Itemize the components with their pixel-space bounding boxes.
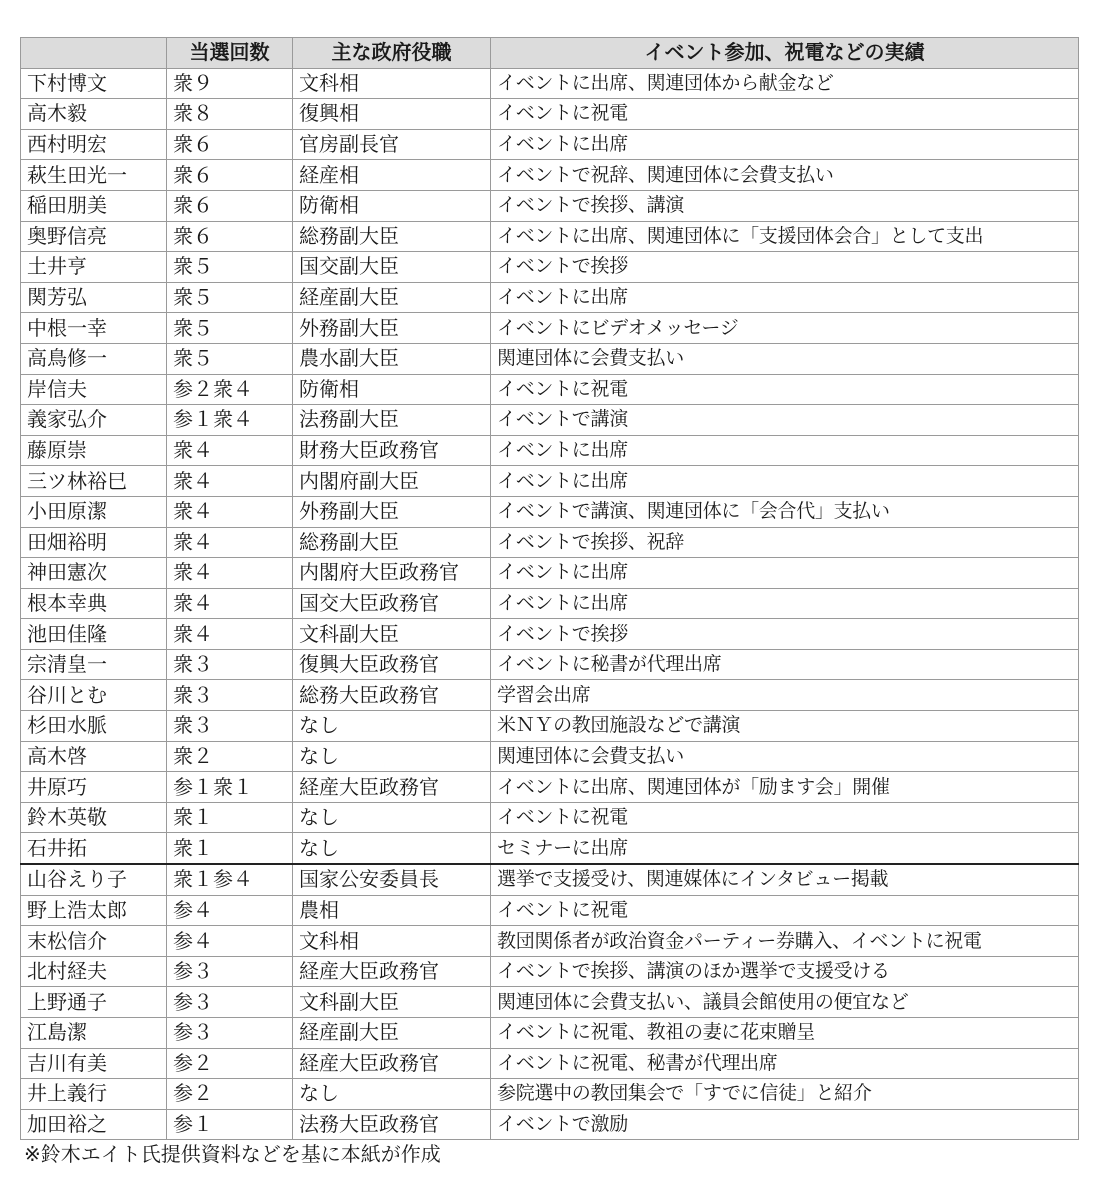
table-row [21,987,1079,1018]
table-row [21,619,1079,650]
cell-record: イベントで講演 [491,405,1079,436]
header-record: イベント参加、祝電などの実績 [491,38,1079,69]
cell-government-post: 防衛相 [293,190,491,221]
cell-name: 根本幸典 [21,588,167,619]
cell-name: 池田佳隆 [21,619,167,650]
cell-government-post: なし [293,711,491,742]
cell-record: 参院選中の教団集会で「すでに信徒」と紹介 [491,1079,1079,1110]
officials-table-container [20,37,1078,1140]
cell-name: 神田憲次 [21,558,167,589]
cell-times-elected: 衆４ [167,496,293,527]
cell-government-post: 復興相 [293,99,491,130]
cell-times-elected: 参１衆１ [167,772,293,803]
cell-times-elected: 衆６ [167,221,293,252]
table-row [21,282,1079,313]
cell-government-post: 内閣府副大臣 [293,466,491,497]
table-row [21,1048,1079,1079]
table-row [21,313,1079,344]
cell-record: イベントに出席 [491,558,1079,589]
cell-name: 高木啓 [21,741,167,772]
table-row [21,435,1079,466]
cell-record: イベントに秘書が代理出席 [491,649,1079,680]
cell-record: イベントに出席 [491,466,1079,497]
cell-times-elected: 衆２ [167,741,293,772]
cell-name: 三ツ林裕巳 [21,466,167,497]
table-row [21,343,1079,374]
cell-name: 山谷えり子 [21,864,167,895]
table-row [21,833,1079,864]
table-row [21,895,1079,926]
table-row [21,1109,1079,1140]
cell-record: イベントで挨拶 [491,252,1079,283]
table-row [21,374,1079,405]
cell-times-elected: 参１衆４ [167,405,293,436]
cell-government-post: 経産大臣政務官 [293,1048,491,1079]
cell-name: 下村博文 [21,68,167,99]
cell-times-elected: 参３ [167,956,293,987]
table-row [21,680,1079,711]
cell-record: イベントで挨拶、講演のほか選挙で支援受ける [491,956,1079,987]
cell-times-elected: 衆１参４ [167,864,293,895]
cell-times-elected: 衆４ [167,558,293,589]
cell-times-elected: 衆４ [167,435,293,466]
table-body [21,68,1079,1140]
cell-record: 米ＮＹの教団施設などで講演 [491,711,1079,742]
cell-times-elected: 参４ [167,895,293,926]
cell-government-post: 官房副長官 [293,129,491,160]
cell-government-post: 外務副大臣 [293,496,491,527]
cell-record: イベントで講演、関連団体に「会合代」支払い [491,496,1079,527]
cell-government-post: 文科副大臣 [293,619,491,650]
cell-name: 野上浩太郎 [21,895,167,926]
cell-name: 宗清皇一 [21,649,167,680]
cell-government-post: 経産副大臣 [293,1018,491,1049]
cell-government-post: 防衛相 [293,374,491,405]
cell-government-post: なし [293,833,491,864]
cell-times-elected: 衆４ [167,466,293,497]
cell-record: イベントに出席 [491,588,1079,619]
cell-times-elected: 衆６ [167,129,293,160]
cell-name: 小田原潔 [21,496,167,527]
cell-name: 北村経夫 [21,956,167,987]
cell-name: 上野通子 [21,987,167,1018]
table-row [21,558,1079,589]
table-row [21,802,1079,833]
table-row [21,405,1079,436]
cell-record: イベントに祝電 [491,895,1079,926]
cell-name: 江島潔 [21,1018,167,1049]
cell-name: 萩生田光一 [21,160,167,191]
cell-government-post: 総務副大臣 [293,527,491,558]
cell-record: セミナーに出席 [491,833,1079,864]
cell-name: 杉田水脈 [21,711,167,742]
cell-record: イベントに祝電 [491,374,1079,405]
cell-times-elected: 衆５ [167,343,293,374]
table-row [21,772,1079,803]
table-row [21,252,1079,283]
cell-times-elected: 参２衆４ [167,374,293,405]
cell-government-post: 国交副大臣 [293,252,491,283]
cell-times-elected: 衆５ [167,282,293,313]
cell-name: 高木毅 [21,99,167,130]
cell-record: イベントで挨拶、祝辞 [491,527,1079,558]
table-row [21,864,1079,895]
cell-times-elected: 参４ [167,926,293,957]
cell-record: イベントに出席、関連団体に「支援団体会合」として支出 [491,221,1079,252]
cell-government-post: 文科相 [293,68,491,99]
cell-record: イベントに出席 [491,435,1079,466]
cell-name: 西村明宏 [21,129,167,160]
table-header-row [21,38,1079,69]
cell-government-post: 経産副大臣 [293,282,491,313]
cell-times-elected: 衆３ [167,649,293,680]
table-row [21,68,1079,99]
table-row [21,711,1079,742]
cell-times-elected: 衆５ [167,313,293,344]
officials-table [20,37,1079,1140]
cell-record: イベントで挨拶、講演 [491,190,1079,221]
cell-government-post: 外務副大臣 [293,313,491,344]
cell-government-post: 財務大臣政務官 [293,435,491,466]
table-row [21,1079,1079,1110]
table-row [21,649,1079,680]
cell-name: 石井拓 [21,833,167,864]
cell-record: イベントで祝辞、関連団体に会費支払い [491,160,1079,191]
cell-government-post: 農相 [293,895,491,926]
cell-government-post: 内閣府大臣政務官 [293,558,491,589]
table-row [21,926,1079,957]
cell-record: イベントに出席、関連団体が「励ます会」開催 [491,772,1079,803]
cell-name: 中根一幸 [21,313,167,344]
cell-record: イベントに祝電、教祖の妻に花束贈呈 [491,1018,1079,1049]
cell-times-elected: 衆４ [167,527,293,558]
cell-name: 田畑裕明 [21,527,167,558]
cell-government-post: 法務副大臣 [293,405,491,436]
cell-times-elected: 衆５ [167,252,293,283]
cell-times-elected: 衆６ [167,160,293,191]
cell-government-post: 経産相 [293,160,491,191]
cell-government-post: 国交大臣政務官 [293,588,491,619]
cell-government-post: 文科相 [293,926,491,957]
cell-record: 選挙で支援受け、関連媒体にインタビュー掲載 [491,864,1079,895]
table-row [21,527,1079,558]
cell-record: イベントに出席 [491,282,1079,313]
table-row [21,466,1079,497]
cell-times-elected: 衆８ [167,99,293,130]
cell-times-elected: 衆３ [167,680,293,711]
header-government-post: 主な政府役職 [293,38,491,69]
cell-name: 末松信介 [21,926,167,957]
cell-name: 谷川とむ [21,680,167,711]
cell-name: 土井亨 [21,252,167,283]
table-row [21,129,1079,160]
cell-name: 吉川有美 [21,1048,167,1079]
cell-record: イベントで挨拶 [491,619,1079,650]
cell-name: 奥野信亮 [21,221,167,252]
table-row [21,1018,1079,1049]
cell-name: 高鳥修一 [21,343,167,374]
cell-government-post: 復興大臣政務官 [293,649,491,680]
cell-times-elected: 参３ [167,987,293,1018]
cell-government-post: なし [293,1079,491,1110]
cell-government-post: 経産大臣政務官 [293,772,491,803]
cell-times-elected: 衆９ [167,68,293,99]
cell-name: 井原巧 [21,772,167,803]
cell-record: イベントに祝電、秘書が代理出席 [491,1048,1079,1079]
cell-name: 岸信夫 [21,374,167,405]
cell-record: 学習会出席 [491,680,1079,711]
cell-record: イベントで激励 [491,1109,1079,1140]
cell-times-elected: 参１ [167,1109,293,1140]
cell-times-elected: 衆３ [167,711,293,742]
cell-record: 教団関係者が政治資金パーティー券購入、イベントに祝電 [491,926,1079,957]
cell-name: 義家弘介 [21,405,167,436]
cell-government-post: 法務大臣政務官 [293,1109,491,1140]
cell-record: 関連団体に会費支払い [491,741,1079,772]
table-row [21,741,1079,772]
cell-government-post: 文科副大臣 [293,987,491,1018]
cell-times-elected: 衆４ [167,588,293,619]
cell-record: 関連団体に会費支払い [491,343,1079,374]
cell-record: イベントに出席 [491,129,1079,160]
table-row [21,221,1079,252]
cell-name: 井上義行 [21,1079,167,1110]
cell-government-post: なし [293,802,491,833]
table-row [21,160,1079,191]
table-row [21,190,1079,221]
table-row [21,99,1079,130]
header-name [21,38,167,69]
table-row [21,588,1079,619]
cell-record: イベントに祝電 [491,802,1079,833]
cell-times-elected: 衆６ [167,190,293,221]
cell-times-elected: 参２ [167,1048,293,1079]
cell-name: 鈴木英敬 [21,802,167,833]
cell-government-post: なし [293,741,491,772]
cell-name: 藤原崇 [21,435,167,466]
cell-times-elected: 衆１ [167,833,293,864]
cell-record: 関連団体に会費支払い、議員会館使用の便宜など [491,987,1079,1018]
cell-name: 稲田朋美 [21,190,167,221]
source-note: ※鈴木エイト氏提供資料などを基に本紙が作成 [24,1142,441,1166]
cell-government-post: 総務副大臣 [293,221,491,252]
cell-government-post: 経産大臣政務官 [293,956,491,987]
header-times-elected: 当選回数 [167,38,293,69]
cell-name: 関芳弘 [21,282,167,313]
table-row [21,496,1079,527]
cell-government-post: 農水副大臣 [293,343,491,374]
table-row [21,956,1079,987]
cell-times-elected: 参２ [167,1079,293,1110]
cell-name: 加田裕之 [21,1109,167,1140]
cell-times-elected: 衆４ [167,619,293,650]
cell-times-elected: 参３ [167,1018,293,1049]
cell-record: イベントに出席、関連団体から献金など [491,68,1079,99]
cell-government-post: 総務大臣政務官 [293,680,491,711]
cell-record: イベントにビデオメッセージ [491,313,1079,344]
cell-government-post: 国家公安委員長 [293,864,491,895]
cell-times-elected: 衆１ [167,802,293,833]
cell-record: イベントに祝電 [491,99,1079,130]
